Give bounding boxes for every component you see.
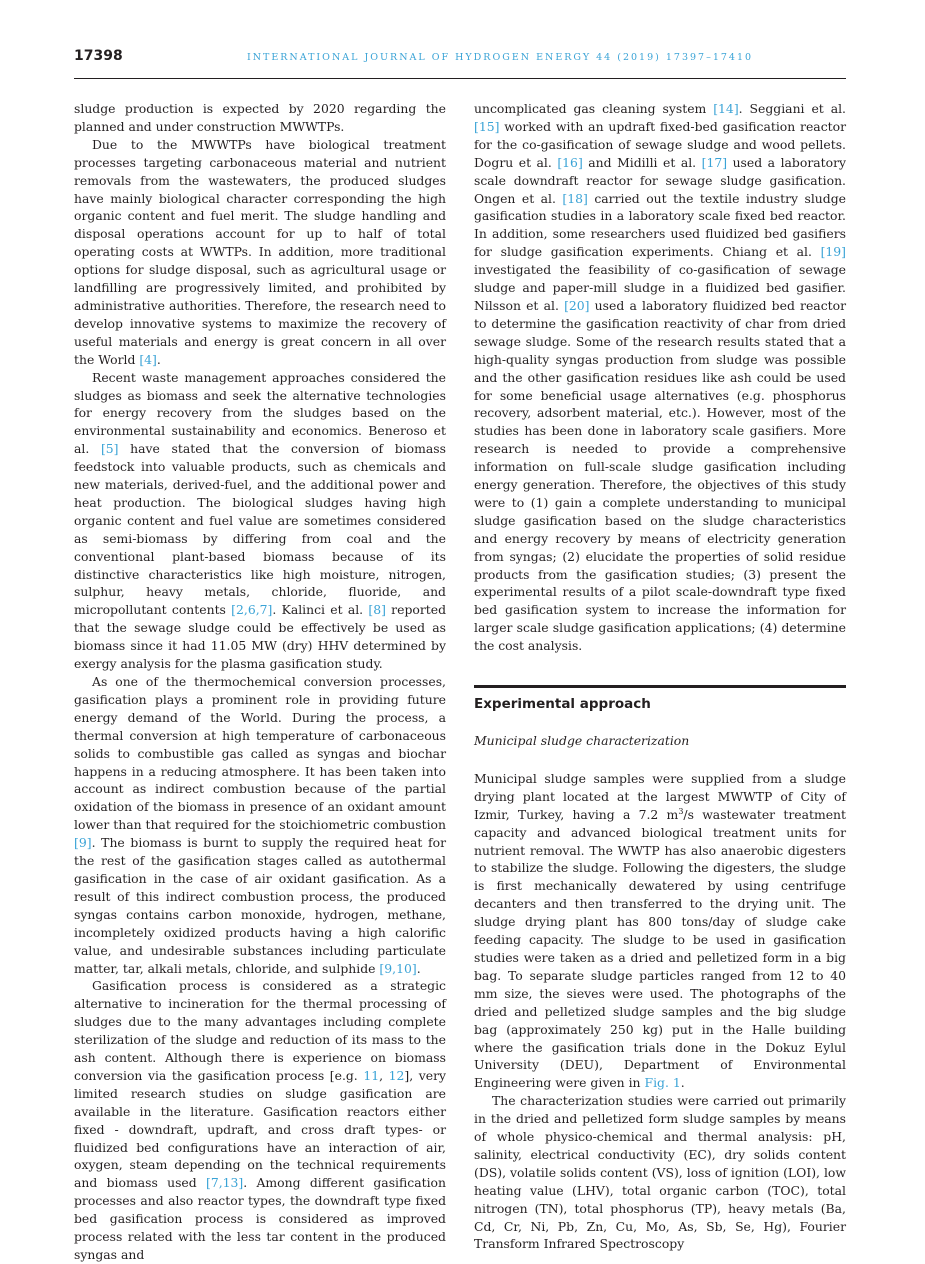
citation-link[interactable]: 11: [363, 1067, 380, 1083]
citation-link[interactable]: [9,10]: [379, 960, 417, 976]
citation-link[interactable]: [18]: [562, 190, 588, 206]
header-rule: [74, 78, 846, 79]
superscript: 3: [678, 806, 684, 816]
paragraph: Municipal sludge samples were supplied from a sludge drying plant located at the largest MWWTP of City of Izmir, Turkey, having a 7.2 $m^3/s$ wastewater treatment capacity and advanced biological treatment units for nutrient removal. The WWTP has also anaerobic digesters to stabilize the sludge. Following the digesters, the sludge is first mechanically dewatered by using centrifuge decanters and then transferred to the drying unit. The sludge drying plant has 800 tons/day of sludge cake feeding capacity. The sludge to be used in gasification studies were taken as a dried and pelletized form in a big bag. To separate sludge particles ranged from 12 to 40 mm size, the sieves were used. The photographs of the dried and pelletized sludge samples and the big sludge bag (approximately 250 kg) put in the Halle building where the gasification trials done in the Dokuz Eylul University (DEU), Department of Environmental Engineering were given in Fig. 1.: [474, 770, 846, 1091]
running-header: [74, 48, 846, 70]
citation-link[interactable]: [4]: [139, 351, 157, 367]
citation-link[interactable]: [15]: [474, 118, 500, 134]
paragraph: Due to the MWWTPs have biological treatment processes targeting carbonaceous material and nutrient removals from the wastewaters, the produced sludges have mainly biological character corresponding the high organic content and fuel merit. The sludge handling and disposal operations account for up to half of total operating costs at WWTPs. In addition, more traditional options for sludge disposal, such as agricultural usage or landfilling are progressively limited, and prohibited by administrative authorities. Therefore, the research need to develop innovative systems to maximize the recovery of useful materials and energy is great concern in all over the World [4].: [74, 136, 446, 367]
paragraph: As one of the thermochemical conversion processes, gasification plays a prominent role in providing future energy demand of the World. During the process, a thermal conversion at high temperature of carbonaceous solids to combustible gas called as syngas and biochar happens in a reducing atmosphere. It has been taken into account as indirect combustion because of the partial oxidation of the biomass in presence of an oxidant amount lower than that required for the stoichiometric combustion [9]. The biomass is burnt to supply the required heat for the rest of the gasification stages called as autothermal gasification in the case of air oxidant gasification. As a result of this indirect combustion process, the produced syngas contains carbon monoxide, hydrogen, methane, incompletely oxidized products having a high calorific value, and undesirable substances including particulate matter, tar, alkali metals, chloride, and sulphide [9,10].: [74, 674, 446, 976]
paragraph: Recent waste management approaches considered the sludges as biomass and seek the alternative technologies for energy recovery from the sludges based on the environmental sustainability and economics. Beneroso et al. [5] have stated that the conversion of biomass feedstock into valuable products, such as chemicals and new materials, derived-fuel, and the additional power and heat production. The biological sludges having high organic content and fuel value are sometimes considered as semi-biomass by differing from coal and the conventional plant-based biomass because of its distinctive characteristics like high moisture, nitrogen, sulphur, heavy metals, chloride, fluoride, and micropollutant contents [2,6,7]. Kalinci et al. [8] reported that the sewage sludge could be effectively be used as biomass since it had 11.05 MW (dry) HHV determined by exergy analysis for the plasma gasification study.: [74, 369, 447, 672]
paragraph: sludge production is expected by 2020 regarding the planned and under construction MWWTPs.: [74, 101, 446, 134]
citation-link[interactable]: [5]: [100, 441, 119, 457]
right-column: [474, 100, 846, 1253]
citation-link[interactable]: [19]: [820, 244, 846, 260]
page-number: 17398: [74, 48, 123, 64]
citation-link[interactable]: [2,6,7]: [231, 602, 273, 618]
citation-link[interactable]: 12: [388, 1067, 405, 1083]
citation-link[interactable]: [17]: [701, 154, 728, 170]
citation-link[interactable]: [8]: [368, 602, 386, 618]
left-column: [74, 100, 446, 1264]
paragraph: Gasification process is considered as a strategic alternative to incineration for the thermal processing of sludges due to the many advantages including complete sterilization of the sludge and reduction of its mass to the ash content. Although there is experience on biomass conversion via the gasification process [e.g. 11, 12], very limited research studies on sludge gasification are available in the literature. Gasification reactors either fixed - downdraft, updraft, and cross draft types- or fluidized bed configurations have an interaction of air, oxygen, steam depending on the technical requirements and biomass used [7,13]. Among different gasification processes and also reactor types, the downdraft type fixed bed gasification process is considered as improved process related with the less tar content in the produced syngas and: [74, 978, 446, 1262]
paragraph: uncomplicated gas cleaning system [14]. Seggiani et al. [15] worked with an updraft fixed-bed gasification reactor for the co-gasification of sewage sludge and wood pellets. Dogru et al. [16] and Midilli et al. [17] used a laboratory scale downdraft reactor for sewage sludge gasification. Ongen et al. [18] carried out the textile industry sludge gasification studies in a laboratory scale fixed bed reactor. In addition, some researchers used fluidized bed gasifiers for sludge gasification experiments. Chiang et al. [19] investigated the feasibility of co-gasification of sewage sludge and paper-mill sludge in a fluidized bed gasifier. Nilsson et al. [20] used a laboratory fluidized bed reactor to determine the gasification reactivity of char from dried sewage sludge. Some of the research results stated that a high-quality syngas production from sludge was possible and the other gasification residues like ash could be used for some beneficial usage alternatives (e.g. phosphorus recovery, adsorbent material, etc.). However, most of the studies has been done in laboratory scale gasifiers. More research is needed to provide a comprehensive information on full-scale sludge gasification including energy generation. Therefore, the objectives of this study were to (1) gain a complete understanding to municipal sludge gasification based on the sludge characteristics and energy recovery by means of electricity generation from syngas; (2) elucidate the properties of solid residue products from the gasification studies; (3) present the experimental results of a pilot scale-downdraft type fixed bed gasification system to increase the information for larger scale sludge gasification applications; (4) determine the cost analysis.: [474, 101, 846, 654]
citation-link[interactable]: [14]: [713, 101, 739, 116]
subsection-title: Municipal sludge characterization: [474, 733, 690, 748]
citation-link[interactable]: [16]: [557, 154, 583, 170]
citation-link[interactable]: [9]: [74, 835, 92, 851]
journal-title: INTERNATIONAL JOURNAL OF HYDROGEN ENERGY 44 (2019) 17397–17410: [246, 52, 754, 63]
paragraph: The characterization studies were carried out primarily in the dried and pelletized form sludge samples by means of whole physico-chemical and thermal analysis: pH, salinity, electrical conductivity (EC), dry solids content (DS), volatile solids content (VS), loss of ignition (LOI), low heating value (LHV), total organic carbon (TOC), total nitrogen (TN), total phosphorus (TP), heavy metals (Ba, Cd, Cr, Ni, Pb, Zn, Cu, Mo, As, Sb, Se, Hg), Fourier Transform Infrared Spectroscopy: [474, 1093, 846, 1252]
citation-link[interactable]: [7,13]: [205, 1175, 244, 1191]
figure-link[interactable]: Fig. 1: [644, 1075, 681, 1091]
section-rule: [474, 685, 846, 688]
citation-link[interactable]: [20]: [564, 297, 590, 313]
section-title: Experimental approach: [474, 696, 651, 713]
